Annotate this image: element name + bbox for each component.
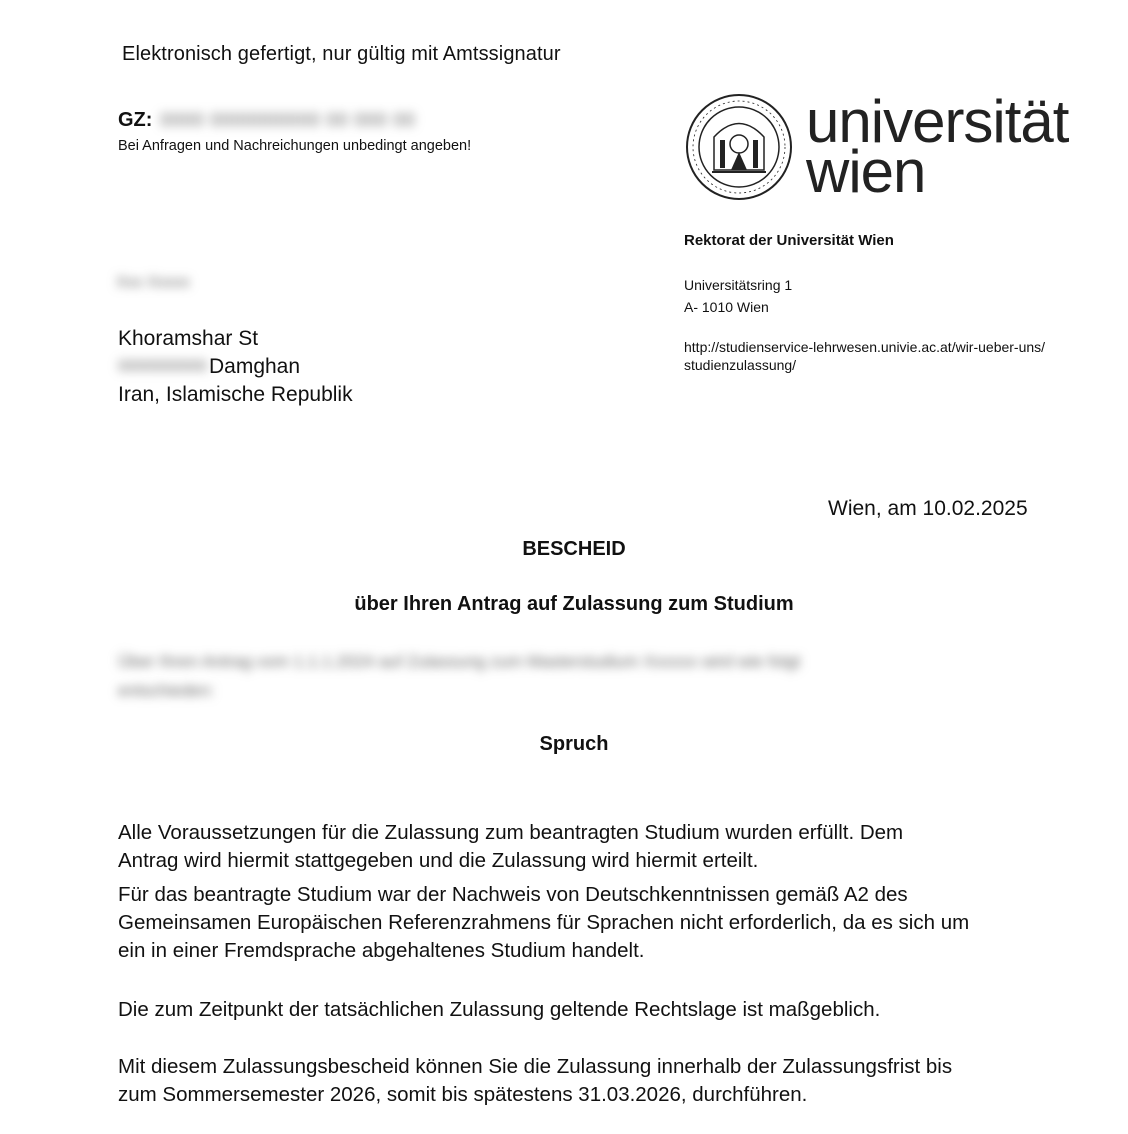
sender-name: Rektorat der Universität Wien [684, 232, 894, 249]
gz-value-redacted: 0000 0000000000 00 000 00 [160, 110, 416, 130]
document-subtitle: über Ihren Antrag auf Zulassung zum Studium [354, 593, 794, 615]
recipient-name-redacted: Xxx Xxxxx [116, 274, 190, 291]
paragraph-1-line-2: Antrag wird hiermit stattgegeben und die Zulassung wird hiermit erteilt. [118, 849, 759, 872]
paragraph-2-line-3: ein in einer Fremdsprache abgehaltenes Studium handelt. [118, 939, 645, 962]
logo-wordmark [806, 88, 1069, 205]
gz-label: GZ: [118, 109, 153, 131]
logo-line-1: universität [806, 88, 1069, 155]
disclaimer-text: Elektronisch gefertigt, nur gültig mit Amtssignatur [122, 43, 561, 65]
document-date: Wien, am 10.02.2025 [828, 497, 1028, 520]
sender-street: Universitätsring 1 [684, 277, 793, 293]
paragraph-4-line-2: zum Sommersemester 2026, somit bis spätestens 31.03.2026, durchführen. [118, 1083, 808, 1106]
university-logo [684, 88, 1069, 205]
recipient-country: Iran, Islamische Republik [118, 383, 353, 406]
paragraph-3: Die zum Zeitpunkt der tatsächlichen Zulassung geltende Rechtslage ist maßgeblich. [118, 998, 881, 1021]
sender-url-line-1[interactable]: http://studienservice-lehrwesen.univie.ac.at/wir-ueber-uns/ [684, 339, 1046, 355]
document-title: BESCHEID [522, 538, 626, 560]
gz-note: Bei Anfragen und Nachreichungen unbedingt angeben! [118, 138, 472, 154]
paragraph-2-line-1: Für das beantragte Studium war der Nachweis von Deutschkenntnissen gemäß A2 des [118, 883, 908, 906]
paragraph-1-line-1: Alle Voraussetzungen für die Zulassung zum beantragten Studium wurden erfüllt. Dem [118, 821, 904, 844]
gz-row [118, 109, 416, 132]
paragraph-4-line-1: Mit diesem Zulassungsbescheid können Sie die Zulassung innerhalb der Zulassungsfrist bis [118, 1055, 953, 1078]
recipient-city: Damghan [208, 355, 301, 378]
reference-line-2-redacted: entschieden: [118, 681, 215, 700]
university-seal-icon [684, 92, 794, 202]
sender-city: A- 1010 Wien [684, 299, 769, 315]
recipient-street: Khoramshar St [118, 327, 259, 350]
section-title: Spruch [539, 733, 609, 755]
sender-url-line-2[interactable]: studienzulassung/ [684, 357, 797, 373]
reference-line-1-redacted: Über Ihren Antrag vom 1.1.1.2024 auf Zulassung zum Masterstudium Xxxxxx wird wie folgt [118, 652, 801, 671]
logo-line-2: wien [806, 138, 926, 205]
recipient-postal-redacted: 0000000000 [118, 358, 207, 375]
paragraph-2-line-2: Gemeinsamen Europäischen Referenzrahmens für Sprachen nicht erforderlich, da es sich um [118, 911, 970, 934]
recipient-city-row [118, 355, 300, 379]
